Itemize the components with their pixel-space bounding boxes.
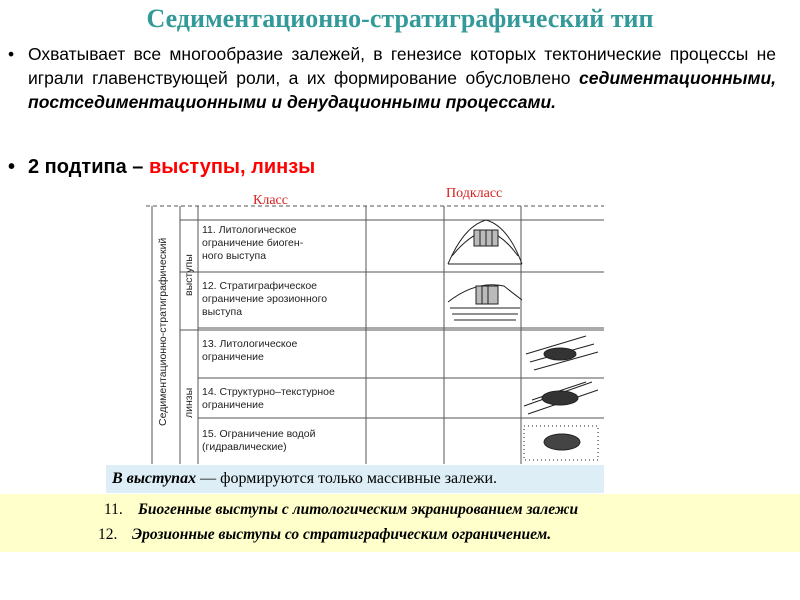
vertical-label-lenses: линзы <box>183 387 195 418</box>
vertical-label-protrusions: выступы <box>183 254 195 296</box>
list-item-text: Биогенные выступы с литологическим экранированием залежи <box>138 501 579 518</box>
protrusion-note <box>106 465 604 493</box>
hydraulic-lens-icon <box>524 426 598 460</box>
bullet-dot-icon: • <box>8 44 15 64</box>
textural-lens-icon <box>524 382 598 414</box>
list-item <box>98 526 551 544</box>
bullet-subtypes <box>8 156 316 179</box>
list-item-number: 11. <box>104 501 123 518</box>
table-row-12: 12. Стратиграфическое ограничение эрозионного выступа <box>202 280 328 318</box>
note-rest: — формируются только массивные залежи. <box>196 470 497 487</box>
label-subclass: Подкласс <box>446 186 503 201</box>
table-row-15: 15. Ограничение водой (гидравлические) <box>202 428 316 453</box>
erosion-sketch-icon <box>448 285 522 320</box>
table-row-13: 13. Литологическое ограничение <box>202 338 298 363</box>
vertical-label-type: Седиментационно-стратиграфический <box>157 237 169 426</box>
reef-sketch-icon <box>448 220 522 264</box>
note-lead: В выступах <box>112 470 197 487</box>
lithologic-lens-icon <box>526 336 598 370</box>
subtypes-prefix: 2 подтипа – <box>28 156 149 178</box>
slide-title: Седиментационно-стратиграфический тип <box>146 4 654 33</box>
list-item <box>104 501 578 519</box>
bullet-description <box>8 42 776 114</box>
numbered-list-box <box>0 494 800 552</box>
bullet-description-emphasis: седиментационными, постседиментационными и денудационными процессами. <box>28 68 776 112</box>
bullet-dot-icon: • <box>8 156 16 178</box>
bullet-description-text: Охватывает все многообразие залежей, в генезисе которых тектонические процессы не играли главенствующей роли, а их формирование обусловлено <box>28 44 776 88</box>
table-row-11: 11. Литологическое ограничение биоген- ного выступа <box>202 224 304 262</box>
list-item-number: 12. <box>98 526 118 543</box>
label-class: Класс <box>253 193 288 208</box>
table-row-14: 14. Структурно–текстурное ограничение <box>202 386 335 411</box>
list-item-text: Эрозионные выступы со стратиграфическим ограничением. <box>132 526 552 543</box>
classification-figure <box>146 196 604 464</box>
subtypes-highlight: выступы, линзы <box>148 156 316 178</box>
